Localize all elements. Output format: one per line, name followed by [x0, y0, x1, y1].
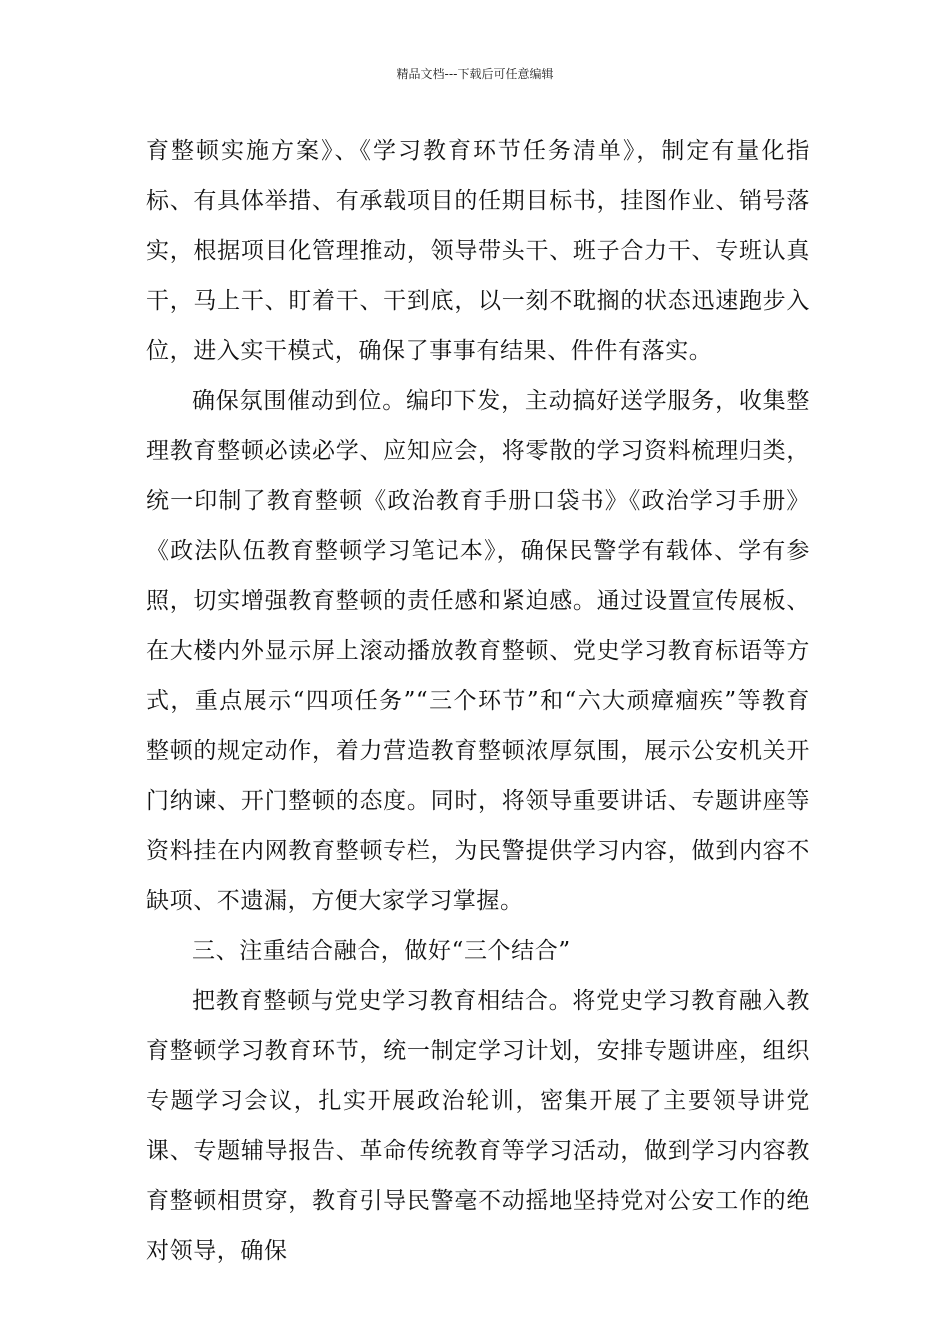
paragraph-continued: 育整顿实施方案》、《学习教育环节任务清单》，制定有量化指标、有具体举措、有承载项目的任期目标书，挂图作业、销号落实，根据项目化管理推动，领导带头干、班子合力干、专班认真干，马上干、盯着干、干到底，以一刻不耽搁的状态迅速跑步入位，进入实干模式，确保了事事有结果、件件有落实。: [146, 138, 810, 364]
paragraph-party-history: 把教育整顿与党史学习教育相结合。将党史学习教育融入教育整顿学习教育环节，统一制定学习计划，安排专题讲座，组织专题学习会议，扎实开展政治轮训，密集开展了主要领导讲党课、专题辅导报告、革命传统教育等学习活动，做到学习内容教育整顿相贯穿，教育引导民警毫不动摇地坚持党对公安工作的绝对领导，确保: [146, 988, 810, 1264]
section-heading: 三、注重结合融合，做好“三个结合”: [192, 938, 571, 964]
document-body: [146, 126, 810, 1276]
page-header: 精品文档---下载后可任意编辑: [396, 67, 554, 81]
paragraph-atmosphere: 确保氛围催动到位。编印下发，主动搞好送学服务，收集整理教育整顿必读必学、应知应会，将零散的学习资料梳理归类，统一印制了教育整顿《政治教育手册口袋书》《政治学习手册》《政法队伍教育整顿学习笔记本》，确保民警学有载体、学有参照，切实增强教育整顿的责任感和紧迫感。通过设置宣传展板、在大楼内外显示屏上滚动播放教育整顿、党史学习教育标语等方式，重点展示“四项任务”“三个环节”和“六大顽瘴痼疾”等教育整顿的规定动作，着力营造教育整顿浓厚氛围，展示公安机关开门纳谏、开门整顿的态度。同时，将领导重要讲话、专题讲座等资料挂在内网教育整顿专栏，为民警提供学习内容，做到内容不缺项、不遗漏，方便大家学习掌握。: [146, 388, 810, 914]
